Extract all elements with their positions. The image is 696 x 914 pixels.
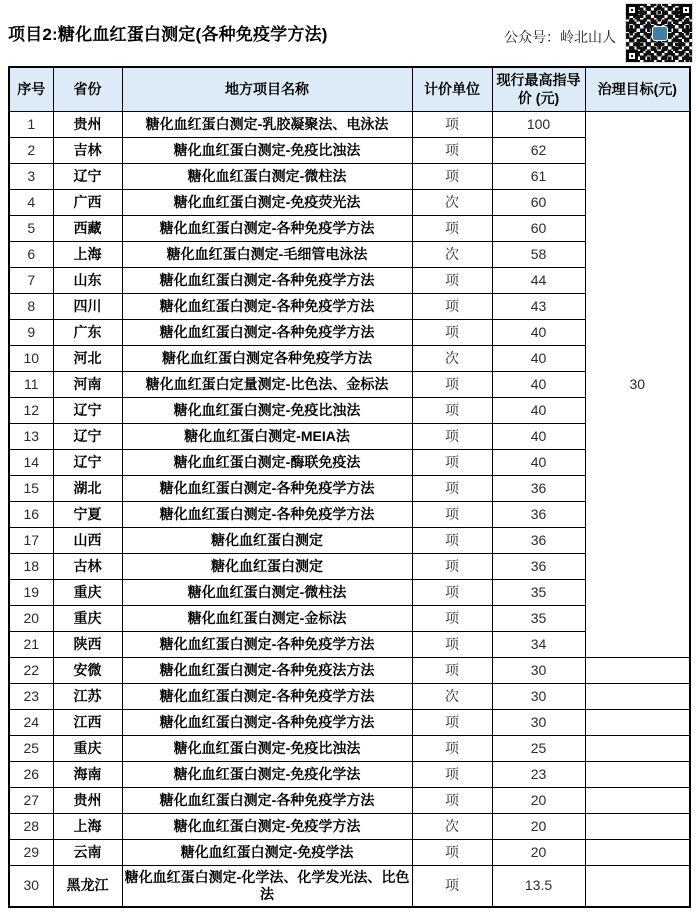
cell-row-number: 24 <box>9 710 53 736</box>
cell-max-guide-price: 36 <box>492 528 585 554</box>
cell-row-number: 17 <box>9 528 53 554</box>
cell-province: 江苏 <box>53 684 122 710</box>
cell-row-number: 9 <box>9 320 53 346</box>
cell-project-name: 糖化血红蛋白测定-免疫学方法 <box>122 814 412 840</box>
cell-pricing-unit: 项 <box>412 476 492 502</box>
cell-max-guide-price: 23 <box>492 762 585 788</box>
cell-max-guide-price: 25 <box>492 736 585 762</box>
cell-project-name: 糖化血红蛋白测定-各种免疫学方法 <box>122 216 412 242</box>
cell-row-number: 10 <box>9 346 53 372</box>
cell-max-guide-price: 20 <box>492 788 585 814</box>
page-title: 项目2:糖化血红蛋白测定(各种免疫学方法) <box>8 25 328 44</box>
cell-project-name: 糖化血红蛋白测定各种免疫学方法 <box>122 346 412 372</box>
price-table <box>8 66 691 908</box>
cell-row-number: 26 <box>9 762 53 788</box>
cell-province: 安微 <box>53 658 122 684</box>
cell-pricing-unit: 项 <box>412 580 492 606</box>
cell-max-guide-price: 35 <box>492 580 585 606</box>
col-header-province: 省份 <box>53 67 122 112</box>
cell-max-guide-price: 35 <box>492 606 585 632</box>
cell-row-number: 11 <box>9 372 53 398</box>
cell-governance-target-empty <box>585 866 690 907</box>
cell-pricing-unit: 项 <box>412 840 492 866</box>
cell-pricing-unit: 次 <box>412 190 492 216</box>
cell-row-number: 1 <box>9 112 53 138</box>
cell-governance-target-empty <box>585 736 690 762</box>
cell-pricing-unit: 项 <box>412 320 492 346</box>
cell-province: 西藏 <box>53 216 122 242</box>
cell-province: 陕西 <box>53 632 122 658</box>
cell-project-name: 糖化血红蛋白测定-微柱法 <box>122 580 412 606</box>
cell-row-number: 2 <box>9 138 53 164</box>
cell-province: 广东 <box>53 320 122 346</box>
table-row <box>9 762 690 788</box>
cell-max-guide-price: 40 <box>492 320 585 346</box>
cell-pricing-unit: 项 <box>412 164 492 190</box>
cell-province: 河北 <box>53 346 122 372</box>
cell-row-number: 14 <box>9 450 53 476</box>
qr-finder-icon <box>626 50 638 62</box>
cell-project-name: 糖化血红蛋白测定-免疫比浊法 <box>122 736 412 762</box>
cell-max-guide-price: 40 <box>492 450 585 476</box>
cell-pricing-unit: 项 <box>412 632 492 658</box>
cell-province: 重庆 <box>53 736 122 762</box>
table-row <box>9 710 690 736</box>
cell-row-number: 18 <box>9 554 53 580</box>
cell-province: 山西 <box>53 528 122 554</box>
cell-max-guide-price: 44 <box>492 268 585 294</box>
cell-row-number: 29 <box>9 840 53 866</box>
cell-pricing-unit: 项 <box>412 866 492 907</box>
cell-row-number: 22 <box>9 658 53 684</box>
table-header-row <box>9 67 690 112</box>
cell-row-number: 13 <box>9 424 53 450</box>
cell-province: 湖北 <box>53 476 122 502</box>
cell-row-number: 16 <box>9 502 53 528</box>
cell-province: 黑龙江 <box>53 866 122 907</box>
cell-project-name: 糖化血红蛋白测定-免疫比浊法 <box>122 138 412 164</box>
cell-max-guide-price: 13.5 <box>492 866 585 907</box>
cell-max-guide-price: 40 <box>492 424 585 450</box>
cell-province: 上海 <box>53 814 122 840</box>
cell-row-number: 4 <box>9 190 53 216</box>
cell-project-name: 糖化血红蛋白测定 <box>122 528 412 554</box>
cell-pricing-unit: 项 <box>412 294 492 320</box>
cell-pricing-unit: 项 <box>412 372 492 398</box>
cell-governance-target-empty <box>585 710 690 736</box>
cell-max-guide-price: 43 <box>492 294 585 320</box>
cell-province: 辽宁 <box>53 450 122 476</box>
cell-pricing-unit: 项 <box>412 268 492 294</box>
cell-province: 山东 <box>53 268 122 294</box>
cell-pricing-unit: 项 <box>412 424 492 450</box>
cell-pricing-unit: 项 <box>412 216 492 242</box>
cell-project-name: 糖化血红蛋白定量测定-比色法、金标法 <box>122 372 412 398</box>
qr-center-logo-icon <box>652 26 668 41</box>
cell-pricing-unit: 项 <box>412 554 492 580</box>
cell-project-name: 糖化血红蛋白测定-酶联免疫法 <box>122 450 412 476</box>
cell-province: 四川 <box>53 294 122 320</box>
cell-row-number: 20 <box>9 606 53 632</box>
cell-max-guide-price: 61 <box>492 164 585 190</box>
cell-province: 吉林 <box>53 138 122 164</box>
cell-max-guide-price: 36 <box>492 502 585 528</box>
cell-row-number: 28 <box>9 814 53 840</box>
col-header-max-guide-price: 现行最高指导价 (元) <box>492 67 585 112</box>
table-row <box>9 658 690 684</box>
cell-province: 江西 <box>53 710 122 736</box>
cell-row-number: 12 <box>9 398 53 424</box>
cell-province: 辽宁 <box>53 424 122 450</box>
cell-governance-target-empty <box>585 684 690 710</box>
qr-finder-icon <box>626 4 638 16</box>
cell-project-name: 糖化血红蛋白测定-微柱法 <box>122 164 412 190</box>
cell-province: 重庆 <box>53 580 122 606</box>
cell-max-guide-price: 100 <box>492 112 585 138</box>
table-row <box>9 814 690 840</box>
cell-project-name: 糖化血红蛋白测定 <box>122 554 412 580</box>
cell-governance-target: 30 <box>585 112 690 658</box>
cell-pricing-unit: 项 <box>412 736 492 762</box>
cell-project-name: 糖化血红蛋白测定-免疫荧光法 <box>122 190 412 216</box>
cell-province: 河南 <box>53 372 122 398</box>
cell-project-name: 糖化血红蛋白测定-各种免疫学方法 <box>122 788 412 814</box>
cell-project-name: 糖化血红蛋白测定-免疫学法 <box>122 840 412 866</box>
cell-province: 重庆 <box>53 606 122 632</box>
cell-pricing-unit: 项 <box>412 528 492 554</box>
cell-project-name: 糖化血红蛋白测定-各种免疫学方法 <box>122 632 412 658</box>
cell-project-name: 糖化血红蛋白测定-MEIA法 <box>122 424 412 450</box>
table-row <box>9 112 690 138</box>
cell-province: 贵州 <box>53 788 122 814</box>
cell-project-name: 糖化血红蛋白测定-各种免疫学方法 <box>122 710 412 736</box>
cell-province: 广西 <box>53 190 122 216</box>
wechat-account-label: 公众号：岭北山人 <box>504 29 616 45</box>
cell-row-number: 3 <box>9 164 53 190</box>
cell-governance-target-empty <box>585 658 690 684</box>
table-row <box>9 840 690 866</box>
cell-province: 辽宁 <box>53 164 122 190</box>
table-row <box>9 788 690 814</box>
cell-province: 上海 <box>53 242 122 268</box>
cell-max-guide-price: 58 <box>492 242 585 268</box>
cell-row-number: 21 <box>9 632 53 658</box>
cell-pricing-unit: 项 <box>412 398 492 424</box>
cell-row-number: 27 <box>9 788 53 814</box>
col-header-project-name: 地方项目名称 <box>122 67 412 112</box>
cell-project-name: 糖化血红蛋白测定-免疫化学法 <box>122 762 412 788</box>
cell-project-name: 糖化血红蛋白测定-化学法、化学发光法、比色法 <box>122 866 412 907</box>
cell-project-name: 糖化血红蛋白测定-各种免疫学方法 <box>122 320 412 346</box>
col-header-row-number: 序号 <box>9 67 53 112</box>
cell-project-name: 糖化血红蛋白测定-乳胶凝聚法、电泳法 <box>122 112 412 138</box>
wechat-qr-code-icon <box>626 4 692 62</box>
cell-max-guide-price: 40 <box>492 398 585 424</box>
cell-project-name: 糖化血红蛋白测定-各种免疫学方法 <box>122 294 412 320</box>
cell-pricing-unit: 次 <box>412 814 492 840</box>
cell-governance-target-empty <box>585 814 690 840</box>
cell-max-guide-price: 60 <box>492 190 585 216</box>
cell-pricing-unit: 次 <box>412 684 492 710</box>
cell-max-guide-price: 36 <box>492 554 585 580</box>
cell-row-number: 7 <box>9 268 53 294</box>
cell-pricing-unit: 项 <box>412 450 492 476</box>
cell-project-name: 糖化血红蛋白测定-各种免疫学方法 <box>122 268 412 294</box>
cell-project-name: 糖化血红蛋白测定-各种免疫学方法 <box>122 684 412 710</box>
cell-project-name: 糖化血红蛋白测定-免疫比浊法 <box>122 398 412 424</box>
cell-pricing-unit: 项 <box>412 606 492 632</box>
cell-project-name: 糖化血红蛋白测定-各种免疫学方法 <box>122 502 412 528</box>
cell-max-guide-price: 30 <box>492 684 585 710</box>
cell-province: 辽宁 <box>53 398 122 424</box>
cell-max-guide-price: 30 <box>492 710 585 736</box>
cell-max-guide-price: 62 <box>492 138 585 164</box>
cell-pricing-unit: 项 <box>412 762 492 788</box>
cell-row-number: 5 <box>9 216 53 242</box>
cell-pricing-unit: 次 <box>412 346 492 372</box>
cell-row-number: 15 <box>9 476 53 502</box>
cell-pricing-unit: 项 <box>412 710 492 736</box>
cell-row-number: 8 <box>9 294 53 320</box>
qr-finder-icon <box>680 4 692 16</box>
col-header-governance-target: 治理目标(元) <box>585 67 690 112</box>
cell-row-number: 30 <box>9 866 53 907</box>
cell-max-guide-price: 36 <box>492 476 585 502</box>
cell-pricing-unit: 次 <box>412 242 492 268</box>
cell-max-guide-price: 40 <box>492 346 585 372</box>
cell-row-number: 25 <box>9 736 53 762</box>
cell-project-name: 糖化血红蛋白测定-毛细管电泳法 <box>122 242 412 268</box>
cell-pricing-unit: 项 <box>412 112 492 138</box>
cell-max-guide-price: 60 <box>492 216 585 242</box>
cell-row-number: 19 <box>9 580 53 606</box>
cell-province: 古林 <box>53 554 122 580</box>
cell-governance-target-empty <box>585 840 690 866</box>
cell-max-guide-price: 20 <box>492 840 585 866</box>
cell-province: 海南 <box>53 762 122 788</box>
cell-pricing-unit: 项 <box>412 788 492 814</box>
cell-pricing-unit: 项 <box>412 658 492 684</box>
cell-max-guide-price: 40 <box>492 372 585 398</box>
cell-project-name: 糖化血红蛋白测定-各种免疫法方法 <box>122 658 412 684</box>
cell-province: 云南 <box>53 840 122 866</box>
cell-project-name: 糖化血红蛋白测定-金标法 <box>122 606 412 632</box>
cell-row-number: 6 <box>9 242 53 268</box>
table-row <box>9 866 690 907</box>
cell-pricing-unit: 项 <box>412 502 492 528</box>
cell-max-guide-price: 20 <box>492 814 585 840</box>
cell-row-number: 23 <box>9 684 53 710</box>
table-row <box>9 684 690 710</box>
cell-project-name: 糖化血红蛋白测定-各种免疫学方法 <box>122 476 412 502</box>
cell-max-guide-price: 30 <box>492 658 585 684</box>
table-row <box>9 736 690 762</box>
cell-pricing-unit: 项 <box>412 138 492 164</box>
cell-max-guide-price: 34 <box>492 632 585 658</box>
cell-province: 贵州 <box>53 112 122 138</box>
cell-province: 宁夏 <box>53 502 122 528</box>
cell-governance-target-empty <box>585 762 690 788</box>
col-header-pricing-unit: 计价单位 <box>412 67 492 112</box>
table-body <box>9 112 690 907</box>
cell-governance-target-empty <box>585 788 690 814</box>
